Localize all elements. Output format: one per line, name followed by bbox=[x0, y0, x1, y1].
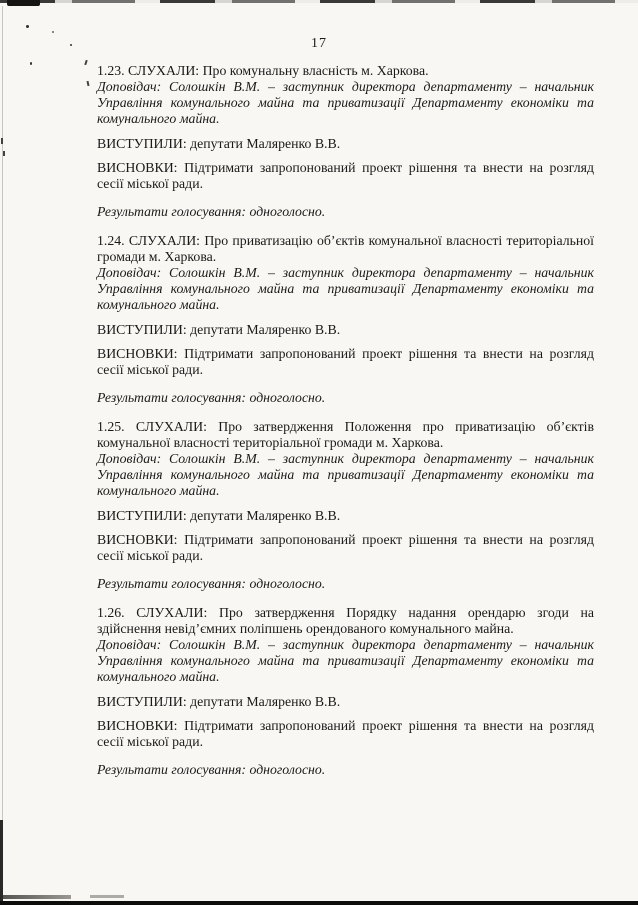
section-number: 1.25. bbox=[97, 419, 125, 434]
heard-label: СЛУХАЛИ: bbox=[128, 233, 200, 248]
heard-label: СЛУХАЛИ: bbox=[136, 605, 208, 620]
section-subject: Про приватизацію об’єктів комунальної власності територіальної громади м. Харкова. bbox=[97, 233, 594, 264]
section-heading bbox=[97, 233, 594, 265]
scan-artifact-bottom-edge bbox=[0, 901, 638, 905]
reporter-line: Доповідач: Солошкін В.М. – заступник директора департаменту – начальник Управління комунального майна та приватизації Департаменту економіки та комунального майна. bbox=[97, 451, 594, 498]
heard-label: СЛУХАЛИ: bbox=[135, 419, 207, 434]
voting-results-line: Результати голосування: одноголосно. bbox=[97, 762, 326, 777]
conclusions-line: ВИСНОВКИ: Підтримати запропонований проект рішення та внести на розгляд сесії міської ради. bbox=[97, 532, 594, 563]
agenda-section-1-25 bbox=[97, 419, 594, 592]
scan-artifact-tick bbox=[1, 138, 3, 144]
conclusions-line: ВИСНОВКИ: Підтримати запропонований проект рішення та внести на розгляд сесії міської ради. bbox=[97, 160, 594, 191]
speakers-line: ВИСТУПИЛИ: депутати Маляренко В.В. bbox=[97, 136, 341, 151]
scan-artifact-smudge bbox=[90, 895, 124, 898]
section-heading bbox=[97, 419, 594, 451]
section-subject: Про затвердження Положення про приватизацію об’єктів комунальної власності територіальної громади м. Харкова. bbox=[97, 419, 594, 450]
speakers-line: ВИСТУПИЛИ: депутати Маляренко В.В. bbox=[97, 322, 341, 337]
voting-results-line: Результати голосування: одноголосно. bbox=[97, 390, 326, 405]
voting-results-line: Результати голосування: одноголосно. bbox=[97, 576, 326, 591]
speakers-line: ВИСТУПИЛИ: депутати Маляренко В.В. bbox=[97, 694, 341, 709]
scan-artifact-top-edge bbox=[0, 0, 638, 3]
section-number: 1.23. bbox=[97, 63, 125, 78]
conclusions-line: ВИСНОВКИ: Підтримати запропонований проект рішення та внести на розгляд сесії міської ради. bbox=[97, 718, 594, 749]
section-subject: Про затвердження Порядку надання орендарю згоди на здійснення невід’ємних поліпшень орендованого комунального майна. bbox=[97, 605, 595, 636]
scan-artifact-tick bbox=[87, 81, 90, 86]
section-subject: Про комунальну власність м. Харкова. bbox=[202, 63, 429, 78]
agenda-section-1-23 bbox=[97, 63, 594, 220]
reporter-line: Доповідач: Солошкін В.М. – заступник директора департаменту – начальник Управління комунального майна та приватизації Департаменту економіки та комунального майна. bbox=[97, 637, 594, 684]
voting-results-line: Результати голосування: одноголосно. bbox=[97, 204, 326, 219]
section-heading bbox=[97, 605, 594, 637]
agenda-section-1-26 bbox=[97, 605, 594, 778]
conclusions-line: ВИСНОВКИ: Підтримати запропонований проект рішення та внести на розгляд сесії міської ради. bbox=[97, 346, 594, 377]
scan-artifact-tick bbox=[84, 60, 87, 65]
section-heading bbox=[97, 63, 594, 79]
document-content bbox=[97, 63, 594, 778]
speakers-line: ВИСТУПИЛИ: депутати Маляренко В.В. bbox=[97, 508, 341, 523]
heard-label: СЛУХАЛИ: bbox=[128, 63, 200, 78]
scan-artifact-speck bbox=[30, 62, 32, 65]
scan-artifact-speck bbox=[26, 25, 29, 28]
reporter-line: Доповідач: Солошкін В.М. – заступник директора департаменту – начальник Управління комунального майна та приватизації Департаменту економіки та комунального майна. bbox=[97, 265, 594, 312]
page-number: 17 bbox=[311, 36, 327, 51]
scan-artifact-smudge bbox=[3, 895, 71, 899]
scan-artifact-top-blob bbox=[7, 0, 40, 6]
scan-artifact-speck bbox=[52, 31, 54, 33]
reporter-line: Доповідач: Солошкін В.М. – заступник директора департаменту – начальник Управління комунального майна та приватизації Департаменту економіки та комунального майна. bbox=[97, 79, 594, 126]
section-number: 1.26. bbox=[97, 605, 125, 620]
scan-artifact-left-bottom-bar bbox=[0, 820, 3, 905]
agenda-section-1-24 bbox=[97, 233, 594, 406]
scan-artifact-tick bbox=[3, 151, 5, 156]
section-number: 1.24. bbox=[97, 233, 125, 248]
